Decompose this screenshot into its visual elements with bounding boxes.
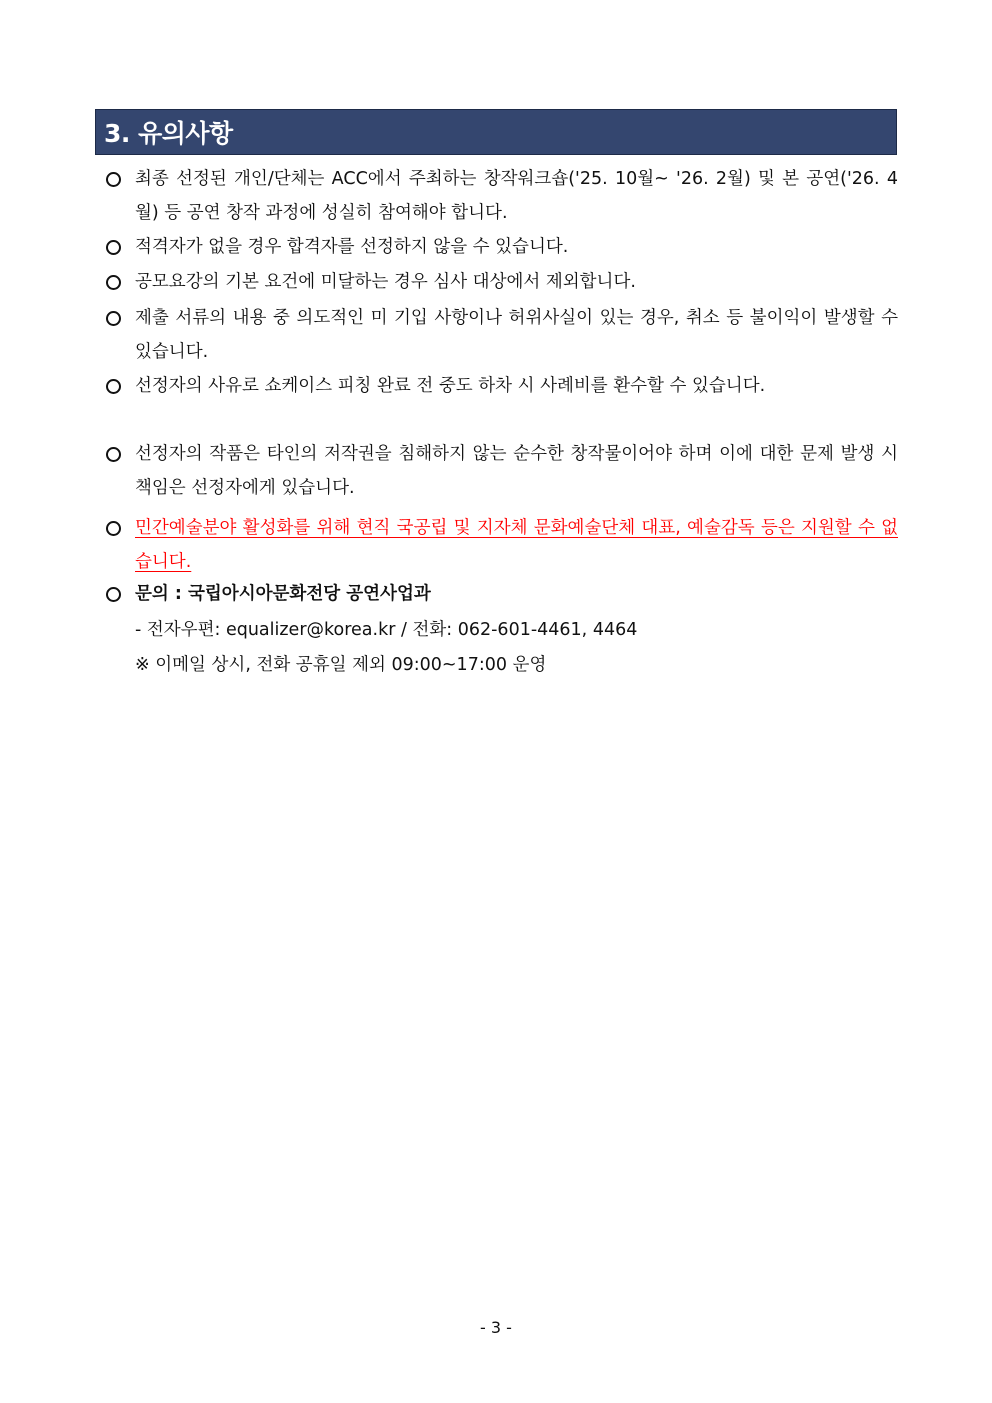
circle-bullet-icon xyxy=(106,521,121,536)
circle-bullet-icon xyxy=(106,587,121,602)
list-item xyxy=(106,369,898,403)
list-item-warning xyxy=(106,511,898,579)
circle-bullet-icon xyxy=(106,240,121,255)
note-text: 최종 선정된 개인/단체는 ACC에서 주최하는 창작워크숍('25. 10월~ '26. 2월) 및 본 공연('26. 4월) 등 공연 창작 과정에 성실히 참여해야 합니다. xyxy=(135,169,898,223)
list-item xyxy=(106,162,898,230)
inquiry-contact: - 전자우편: equalizer@korea.kr / 전화: 062-601-4461, 4464 xyxy=(135,620,638,640)
list-item xyxy=(106,265,898,299)
warning-note-text: 민간예술분야 활성화를 위해 현직 국공립 및 지자체 문화예술단체 대표, 예술감독 등은 지원할 수 없습니다. xyxy=(135,518,898,572)
note-text: 선정자의 사유로 쇼케이스 피칭 완료 전 중도 하차 시 사례비를 환수할 수 있습니다. xyxy=(135,376,766,396)
inquiry-item xyxy=(106,577,898,611)
page-number: - 3 - xyxy=(480,1318,512,1337)
section-header xyxy=(95,109,897,155)
list-item xyxy=(106,230,898,264)
section-title: 3. 유의사항 xyxy=(104,119,233,148)
note-text: 적격자가 없을 경우 합격자를 선정하지 않을 수 있습니다. xyxy=(135,237,569,257)
note-text: 선정자의 작품은 타인의 저작권을 침해하지 않는 순수한 창작물이어야 하며 이에 대한 문제 발생 시 책임은 선정자에게 있습니다. xyxy=(135,444,898,498)
inquiry-hours: ※ 이메일 상시, 전화 공휴일 제외 09:00~17:00 운영 xyxy=(135,655,547,675)
circle-bullet-icon xyxy=(106,311,121,326)
note-text: 제출 서류의 내용 중 의도적인 미 기입 사항이나 허위사실이 있는 경우, 취소 등 불이익이 발생할 수 있습니다. xyxy=(135,308,898,362)
circle-bullet-icon xyxy=(106,447,121,462)
list-item xyxy=(106,301,898,369)
inquiry-text: 문의 : 국립아시아문화전당 공연사업과 xyxy=(135,584,431,604)
circle-bullet-icon xyxy=(106,275,121,290)
note-text: 공모요강의 기본 요건에 미달하는 경우 심사 대상에서 제외합니다. xyxy=(135,272,636,292)
circle-bullet-icon xyxy=(106,379,121,394)
circle-bullet-icon xyxy=(106,172,121,187)
list-item xyxy=(106,437,898,505)
